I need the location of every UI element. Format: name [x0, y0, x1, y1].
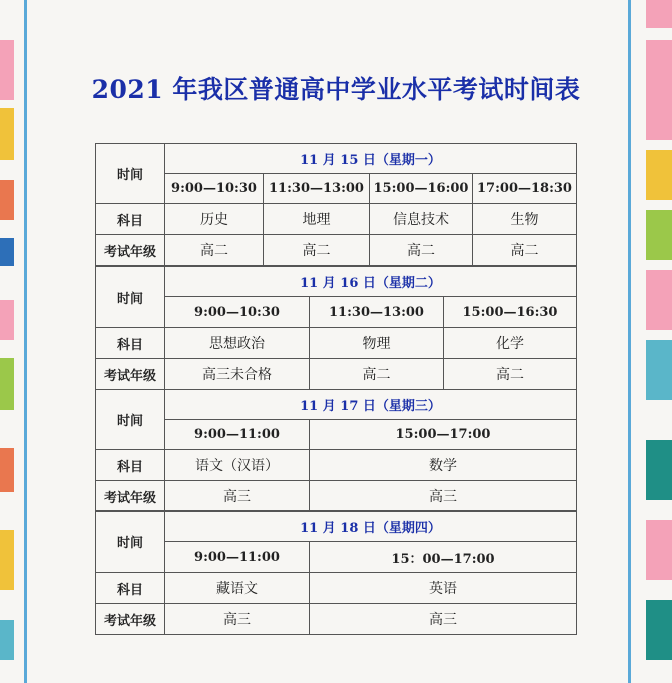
- subject-cell: 数学: [310, 450, 577, 481]
- grade-cell: 高三: [165, 604, 310, 635]
- date-header: 11 月 18 日（星期四）: [165, 511, 577, 542]
- subject-label: 科目: [96, 328, 165, 359]
- grade-cell: 高二: [310, 359, 444, 390]
- date-header: 11 月 17 日（星期三）: [165, 390, 577, 420]
- schedule-day-4: [95, 510, 577, 635]
- time-label: 时间: [96, 267, 165, 328]
- subject-label: 科目: [96, 450, 165, 481]
- time-slot: 15:00—16:30: [444, 297, 577, 328]
- page-title: 2021 年我区普通高中学业水平考试时间表: [91, 75, 581, 104]
- subject-cell: 英语: [310, 573, 577, 604]
- schedule-day-1: [95, 143, 577, 266]
- subject-cell: 信息技术: [370, 204, 473, 235]
- time-slot: 9:00—11:00: [165, 420, 310, 450]
- subject-label: 科目: [96, 204, 165, 235]
- time-slot: 17:00—18:30: [473, 174, 577, 204]
- time-slot: 11:30—13:00: [310, 297, 444, 328]
- time-slot: 9:00—10:30: [165, 297, 310, 328]
- schedule-day-2: [95, 266, 577, 390]
- date-header: 11 月 16 日（星期二）: [165, 267, 577, 297]
- time-label: 时间: [96, 390, 165, 450]
- subject-cell: 历史: [165, 204, 264, 235]
- grade-label: 考试年级: [96, 604, 165, 635]
- subject-cell: 语文（汉语）: [165, 450, 310, 481]
- time-label: 时间: [96, 144, 165, 204]
- time-slot: 15:00—17:00: [310, 420, 577, 450]
- grade-cell: 高二: [473, 235, 577, 266]
- time-label: 时间: [96, 511, 165, 573]
- grade-cell: 高二: [444, 359, 577, 390]
- date-header: 11 月 15 日（星期一）: [165, 144, 577, 174]
- subject-cell: 生物: [473, 204, 577, 235]
- grade-cell: 高二: [165, 235, 264, 266]
- subject-cell: 化学: [444, 328, 577, 359]
- grade-cell: 高二: [264, 235, 370, 266]
- subject-cell: 藏语文: [165, 573, 310, 604]
- subject-cell: 物理: [310, 328, 444, 359]
- schedule-day-3: [95, 389, 577, 512]
- time-slot: 9:00—10:30: [165, 174, 264, 204]
- time-slot: 11:30—13:00: [264, 174, 370, 204]
- grade-cell: 高二: [370, 235, 473, 266]
- subject-cell: 地理: [264, 204, 370, 235]
- grade-cell: 高三未合格: [165, 359, 310, 390]
- grade-cell: 高三: [310, 604, 577, 635]
- time-slot: 15：00—17:00: [310, 542, 577, 573]
- grade-label: 考试年级: [96, 359, 165, 390]
- time-slot: 9:00—11:00: [165, 542, 310, 573]
- time-slot: 15:00—16:00: [370, 174, 473, 204]
- grade-cell: 高三: [310, 481, 577, 512]
- subject-label: 科目: [96, 573, 165, 604]
- grade-label: 考试年级: [96, 235, 165, 266]
- grade-label: 考试年级: [96, 481, 165, 512]
- grade-cell: 高三: [165, 481, 310, 512]
- subject-cell: 思想政治: [165, 328, 310, 359]
